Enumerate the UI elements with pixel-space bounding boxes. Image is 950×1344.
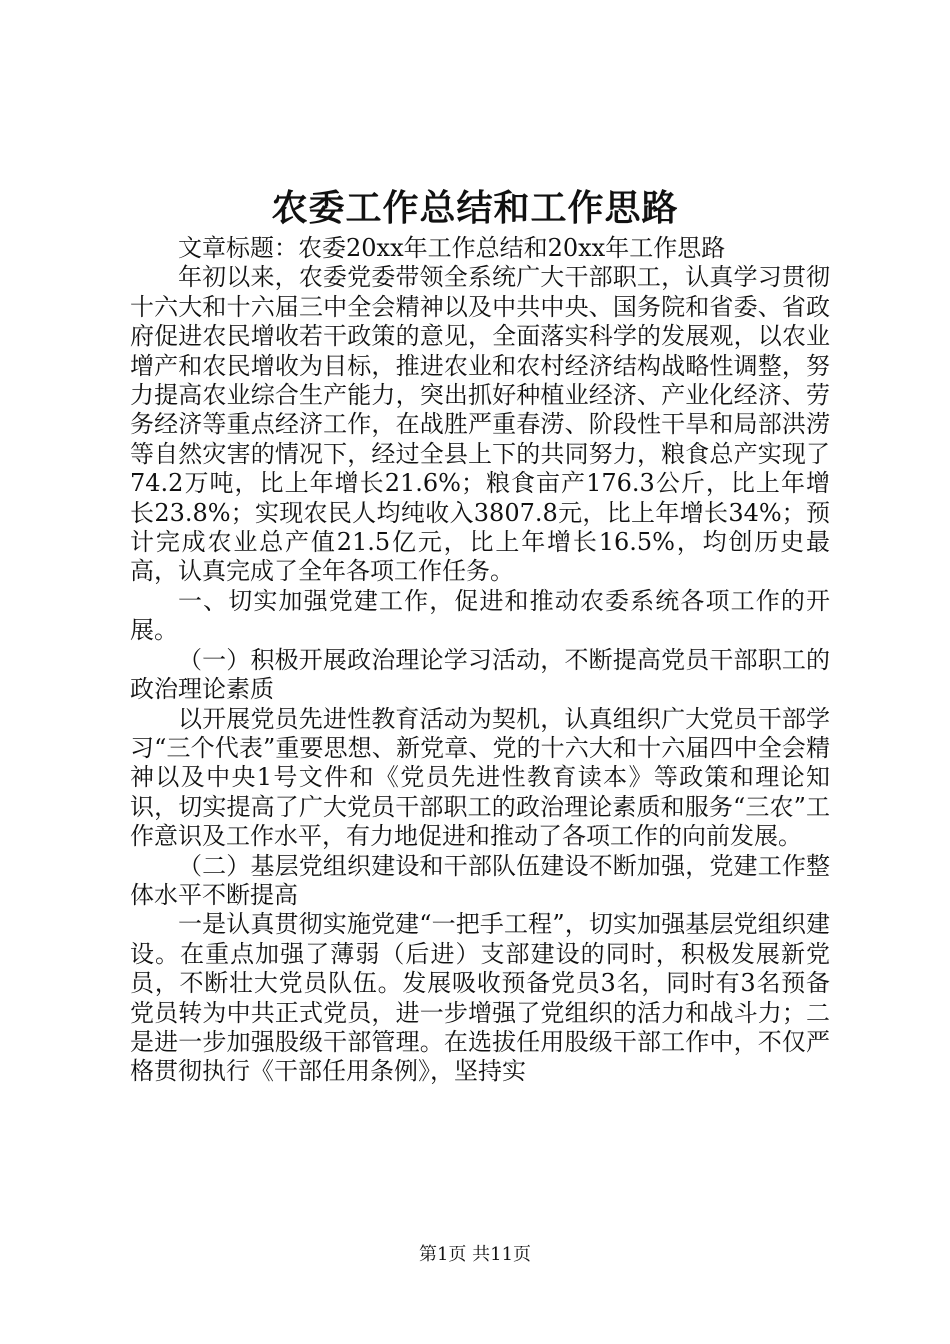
- section-heading-1: 一、切实加强党建工作，促进和推动农委系统各项工作的开展。: [130, 586, 830, 645]
- intro-paragraph: 年初以来，农委党委带领全系统广大干部职工，认真学习贯彻十六大和十六届三中全会精神以及中共中央、国务院和省委、省政府促进农民增收若干政策的意见，全面落实科学的发展观，以农业增产和农民增收为目标，推进农业和农村经济结构战略性调整，努力提高农业综合生产能力，突出抓好种植业经济、产业化经济、劳务经济等重点经济工作，在战胜严重春涝、阶段性干旱和局部洪涝等自然灾害的情况下，经过全县上下的共同努力，粮食总产实现了74.2万吨，比上年增长21.6%；粮食亩产176.3公斤，比上年增长23.8%；实现农民人均纯收入3807.8元，比上年增长34%；预计完成农业总产值21.5亿元，比上年增长16.5%，均创历史最高，认真完成了全年各项工作任务。: [130, 263, 830, 586]
- document-title: 农委工作总结和工作思路: [271, 187, 679, 229]
- page-footer: 第1页 共11页: [418, 1244, 532, 1265]
- article-title-line: 文章标题：农委20xx年工作总结和20xx年工作思路: [178, 234, 726, 262]
- subsection-heading-2: （二）基层党组织建设和干部队伍建设不断加强，党建工作整体水平不断提高: [130, 851, 830, 909]
- body-paragraph-1: 以开展党员先进性教育活动为契机，认真组织广大党员干部学习“三个代表”重要思想、新党章、党的十六大和十六届四中全会精神以及中央1号文件和《党员先进性教育读本》等政策和理论知识，切实提高了广大党员干部职工的政治理论素质和服务“三农”工作意识及工作水平，有力地促进和推动了各项工作的向前发展。: [130, 704, 830, 851]
- document-body: [130, 234, 830, 1087]
- subsection-heading-1: （一）积极开展政治理论学习活动，不断提高党员干部职工的政治理论素质: [130, 645, 830, 704]
- body-paragraph-2: 一是认真贯彻实施党建“一把手工程”，切实加强基层党组织建设。在重点加强了薄弱（后进）支部建设的同时，积极发展新党员，不断壮大党员队伍。发展吸收预备党员3名，同时有3名预备党员转为中共正式党员，进一步增强了党组织的活力和战斗力；二是进一步加强股级干部管理。在选拔任用股级干部工作中，不仅严格贯彻执行《干部任用条例》，坚持实: [130, 910, 830, 1086]
